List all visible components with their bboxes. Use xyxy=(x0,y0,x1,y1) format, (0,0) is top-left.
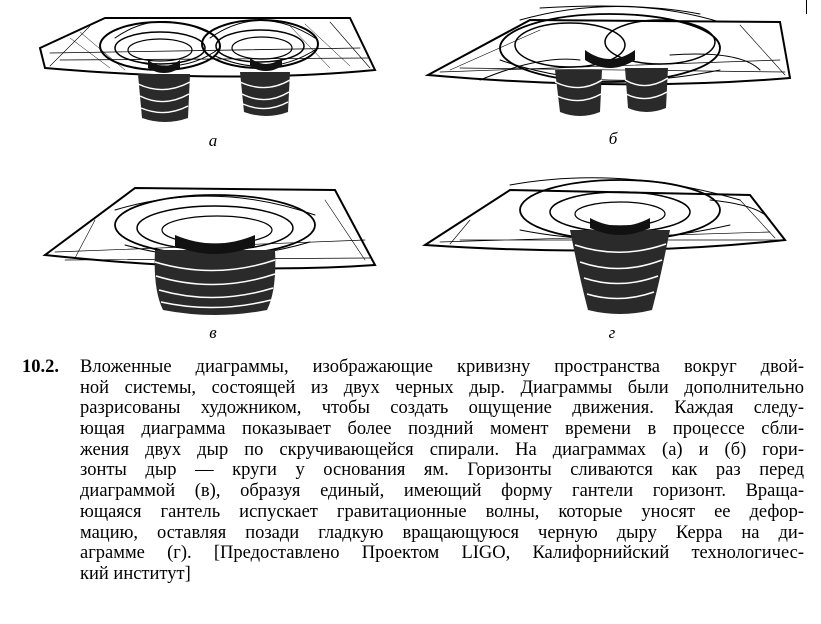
caption-line: ющая диаграмма показывает более поздний момент времени в процессе сбли- xyxy=(80,419,804,440)
panel-label-b: б xyxy=(608,129,618,148)
caption-line: ющаяся гантель испускает гравитационные волны, которые уносят ее дефор- xyxy=(80,501,804,522)
caption-line: кий институт] xyxy=(80,563,191,584)
embedding-diagram-b xyxy=(420,0,805,125)
panel-label-a: а xyxy=(208,131,218,150)
panel-label-g: г xyxy=(608,323,616,342)
caption-line: разрисованы художником, чтобы создать ощущение движения. Каждая следу- xyxy=(80,398,804,419)
caption-line: ной системы, состоящей из двух черных дыр. Диаграммы были дополнительно xyxy=(80,377,804,398)
caption-line: зонты дыр — круги у основания ям. Горизонты сливаются как раз перед xyxy=(80,460,804,481)
figure-number: 10.2. xyxy=(22,357,59,377)
page-edge-mark xyxy=(806,0,807,14)
figure-caption xyxy=(22,357,804,585)
panel-label-v: в xyxy=(209,323,217,342)
caption-line: 10.2. Вложенные диаграммы, изображающие кривизну пространства вокруг двой- xyxy=(22,357,804,377)
embedding-diagram-v xyxy=(35,180,385,320)
embedding-diagram-g xyxy=(420,170,800,320)
caption-line: диаграммой (в), образуя единый, имеющий форму гантели горизонт. Враща- xyxy=(80,481,804,502)
embedding-diagram-a xyxy=(30,8,400,133)
caption-line: жения двух дыр по скручивающейся спирали. На диаграммах (а) и (б) гори- xyxy=(80,439,804,460)
caption-line: мацию, оставляя позади гладкую вращающуюся черную дыру Керра на ди- xyxy=(80,522,804,543)
caption-line: аграмме (г). [Предоставлено Проектом LIGO, Калифорнийский технологичес- xyxy=(80,543,804,564)
